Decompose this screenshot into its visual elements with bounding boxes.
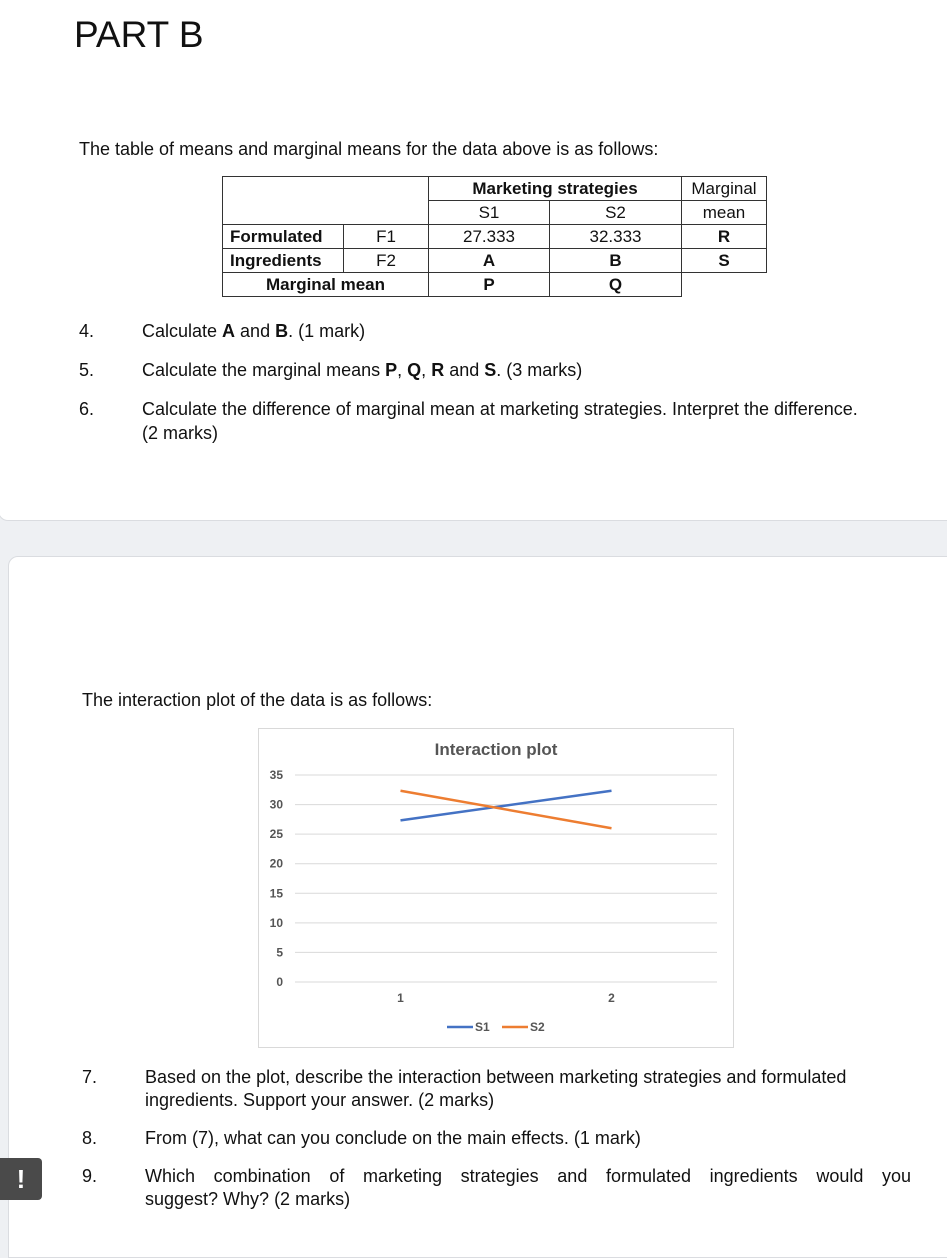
header-marginal-line1: Marginal — [682, 177, 767, 201]
table-corner — [223, 177, 429, 225]
cell-f2-s2: B — [550, 249, 682, 273]
question-number: 6. — [79, 399, 95, 419]
y-tick-label: 25 — [269, 827, 283, 842]
part-title: PART B — [74, 14, 204, 55]
chart-title: Interaction plot — [434, 740, 558, 759]
question-text-line2: suggest? Why? (2 marks) — [145, 1189, 351, 1209]
col-s2: S2 — [550, 201, 682, 225]
question-7 — [82, 1066, 922, 1114]
question-text — [142, 320, 365, 343]
cell-f1-marginal: R — [682, 225, 767, 249]
row-f1: F1 — [344, 225, 429, 249]
q5-sep-3: and — [444, 360, 485, 380]
question-number: 5. — [79, 360, 95, 380]
q4-bold-a: A — [222, 321, 236, 341]
cell-f1-s2: 32.333 — [550, 225, 682, 249]
question-9 — [82, 1165, 922, 1213]
legend-label-s2: S2 — [530, 1020, 545, 1034]
q5-bold-s: S — [484, 360, 497, 380]
q5-text-a: Calculate the marginal means — [142, 360, 386, 380]
plot-intro-text: The interaction plot of the data is as follows: — [82, 690, 433, 710]
question-text-line1: Calculate the difference of marginal mean at marketing strategies. Interpret the difference. — [142, 399, 858, 419]
question-text — [142, 359, 582, 382]
y-tick-label: 15 — [269, 886, 283, 901]
q5-sep-2: , — [421, 360, 432, 380]
q5-text-b: . (3 marks) — [496, 360, 583, 380]
means-table — [222, 176, 767, 297]
question-text-line2: (2 marks) — [142, 423, 218, 443]
question-text-line2: ingredients. Support your answer. (2 marks) — [145, 1090, 495, 1110]
x-tick-label: 1 — [397, 991, 404, 1005]
question-text-line1: Based on the plot, describe the interaction between marketing strategies and formulated — [145, 1067, 847, 1087]
question-number: 7. — [82, 1067, 98, 1087]
table-intro-text: The table of means and marginal means for the data above is as follows: — [79, 139, 659, 159]
x-tick-label: 2 — [608, 991, 615, 1005]
question-5 — [79, 359, 919, 383]
y-tick-label: 20 — [269, 856, 283, 871]
question-text-line1: From (7), what can you conclude on the main effects. (1 mark) — [145, 1128, 641, 1148]
interaction-plot — [258, 728, 734, 1048]
q5-sep-1: , — [397, 360, 408, 380]
q4-text-b: and — [235, 321, 276, 341]
legend-label-s1: S1 — [475, 1020, 490, 1034]
cell-marg-s1: P — [429, 273, 550, 297]
question-8 — [82, 1127, 922, 1151]
warning-icon[interactable]: ! — [0, 1158, 42, 1200]
y-tick-label: 10 — [269, 915, 283, 930]
cell-f2-s1: A — [429, 249, 550, 273]
q4-text-c: . (1 mark) — [288, 321, 366, 341]
col-s1: S1 — [429, 201, 550, 225]
header-marketing-strategies: Marketing strategies — [429, 177, 682, 201]
question-6 — [79, 398, 939, 446]
row-f2: F2 — [344, 249, 429, 273]
q4-text-a: Calculate — [142, 321, 223, 341]
q5-bold-r: R — [431, 360, 445, 380]
interaction-plot-svg — [259, 729, 733, 1047]
row-marginal-mean: Marginal mean — [223, 273, 429, 297]
header-marginal-line2: mean — [682, 201, 767, 225]
y-tick-label: 30 — [269, 797, 283, 812]
question-number: 4. — [79, 321, 95, 341]
cell-marg-s2: Q — [550, 273, 682, 297]
row-group-formulated: Formulated — [223, 225, 344, 249]
q4-bold-b: B — [275, 321, 289, 341]
question-number: 8. — [82, 1128, 98, 1148]
row-group-ingredients: Ingredients — [223, 249, 344, 273]
q5-bold-q: Q — [407, 360, 422, 380]
question-text-line1: Which combination of marketing strategies and formulated ingredients would you — [145, 1166, 911, 1186]
y-tick-label: 35 — [269, 768, 283, 782]
y-tick-label: 0 — [276, 975, 283, 989]
table-empty-cell — [682, 273, 767, 297]
y-tick-label: 5 — [276, 945, 283, 960]
cell-f2-marginal: S — [682, 249, 767, 273]
q5-bold-p: P — [385, 360, 398, 380]
question-4 — [79, 320, 919, 344]
cell-f1-s1: 27.333 — [429, 225, 550, 249]
question-number: 9. — [82, 1166, 98, 1186]
